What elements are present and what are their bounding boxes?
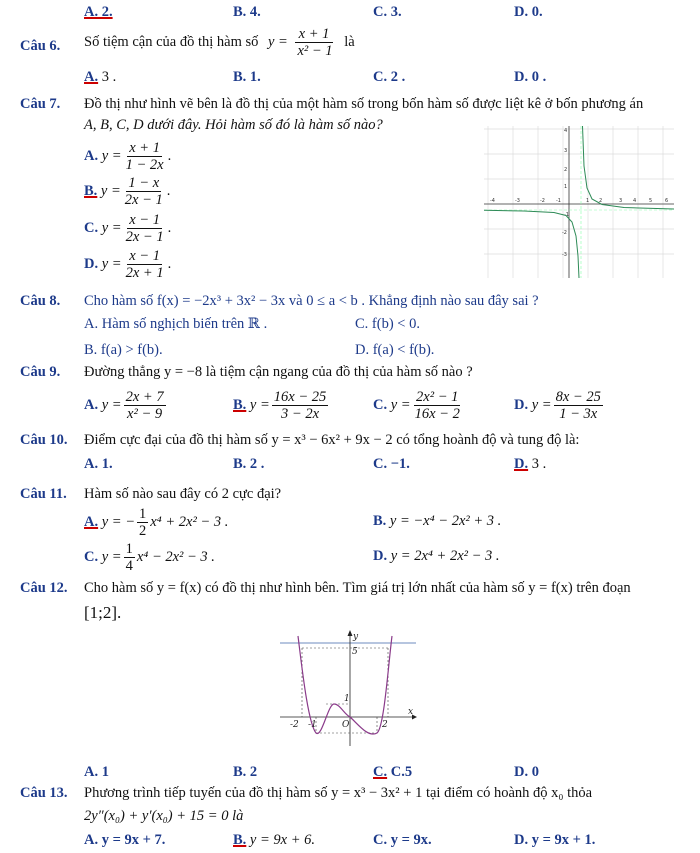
graph1-ytick: 3 <box>564 148 568 154</box>
q12-number: Câu 12. <box>20 580 68 596</box>
q12-text-line2: [1;2]. <box>84 603 122 622</box>
q13-option-c[interactable]: C. y = 9x. <box>373 832 432 848</box>
q8-option-c[interactable]: C. f(b) < 0. <box>355 316 420 332</box>
q13-number: Câu 13. <box>20 785 68 801</box>
q12-option-b[interactable]: B. 2 <box>233 764 258 780</box>
q11-text: Hàm số nào sau đây có 2 cực đại? <box>84 486 282 502</box>
q7-option-a[interactable]: A. y = $\frac{x + 1}{1 - 2x}$ . <box>84 140 172 173</box>
q7-graph <box>484 126 674 278</box>
q5-option-b[interactable]: B. 4. <box>233 4 261 20</box>
q13-text-line2: 2y″(x₀) + y′(x₀) + 15 = 0 là <box>84 808 244 824</box>
graph2-tick-neg1: -1 <box>308 720 317 730</box>
q11-option-d[interactable]: D. y = 2x⁴ + 2x² − 3 . <box>373 548 500 564</box>
graph1-xtick: 5 <box>649 198 653 204</box>
q13-option-b[interactable]: B. y = 9x + 6. <box>233 832 315 848</box>
graph1-ytick: -1 <box>564 212 569 218</box>
q11-option-b[interactable]: B. y = −x⁴ − 2x² + 3 . <box>373 513 502 529</box>
graph1-xtick: -4 <box>490 198 495 204</box>
q12-option-a[interactable]: A. 1 <box>84 764 109 780</box>
graph2-tick-2: 2 <box>382 720 388 730</box>
graph2-x-label: x <box>408 707 414 717</box>
q7-text-line1: Đồ thị như hình vẽ bên là đồ thị của một hàm số trong bốn hàm số được liệt kê ở bốn phương án <box>84 96 644 112</box>
q6-option-c[interactable]: C. 2 . <box>373 69 406 85</box>
q6-option-a[interactable]: A. 3 . <box>84 69 117 85</box>
graph1-xtick: 6 <box>665 198 669 204</box>
graph1-xtick: 3 <box>619 198 623 204</box>
q10-number: Câu 10. <box>20 432 68 448</box>
q10-option-d[interactable]: D. 3 . <box>514 456 547 472</box>
q7-number: Câu 7. <box>20 96 61 112</box>
q5-option-a[interactable]: A. 2. <box>84 4 113 20</box>
q13-text-line1: Phương trình tiếp tuyến của đồ thị hàm số y = x³ − 3x² + 1 tại điểm có hoành độ x₀ thỏa <box>84 785 593 801</box>
q11-option-a[interactable]: A. y = − $\frac{1}{2}$ x⁴ + 2x² − 3 . <box>84 506 229 539</box>
q10-option-c[interactable]: C. −1. <box>373 456 410 472</box>
q12-graph <box>278 628 418 748</box>
q7-option-d[interactable]: D. y = $\frac{x - 1}{2x + 1}$ . <box>84 248 172 281</box>
graph1-xtick: -2 <box>540 198 545 204</box>
graph1-ytick: 4 <box>564 128 568 134</box>
q6-option-b[interactable]: B. 1. <box>233 69 261 85</box>
q12-option-d[interactable]: D. 0 <box>514 764 539 780</box>
graph1-xtick: 1 <box>586 198 590 204</box>
q12-text-line1: Cho hàm số y = f(x) có đồ thị như hình bên. Tìm giá trị lớn nhất của hàm số y = f(x) trên đoạn <box>84 580 631 596</box>
q9-text: Đường thẳng y = −8 là tiệm cận ngang của đồ thị của hàm số nào ? <box>84 364 473 380</box>
q8-option-d[interactable]: D. f(a) < f(b). <box>355 342 435 358</box>
q6-option-d[interactable]: D. 0 . <box>514 69 547 85</box>
graph1-xtick: -3 <box>515 198 520 204</box>
q7-text-line2: A, B, C, D dưới đây. Hỏi hàm số đó là hàm số nào? <box>84 117 383 133</box>
q12-option-c[interactable]: C. C.5 <box>373 764 413 780</box>
q7-option-b[interactable]: B. y = $\frac{1 - x}{2x - 1}$ . <box>84 175 171 208</box>
graph1-ytick: 1 <box>564 184 568 190</box>
graph1-ytick: -2 <box>562 230 567 236</box>
graph2-tick-neg2: -2 <box>290 720 299 730</box>
q8-text: Cho hàm số f(x) = −2x³ + 3x² − 3x và 0 ≤ a < b . Khẳng định nào sau đây sai ? <box>84 293 539 309</box>
q9-option-c[interactable]: C. y = $\frac{\text{2x² − 1}}{16x - 2}$ <box>373 389 460 422</box>
q10-option-b[interactable]: B. 2 . <box>233 456 265 472</box>
graph2-tick-1: 1 <box>344 694 350 704</box>
q8-option-b[interactable]: B. f(a) > f(b). <box>84 342 163 358</box>
q6-number: Câu 6. <box>20 38 61 54</box>
graph1-xtick: -1 <box>556 198 561 204</box>
q6-text: Số tiệm cận của đồ thị hàm số y = $\frac{x + 1}{\text{x² − 1}}$ là <box>84 26 355 59</box>
graph1-ytick: 2 <box>564 167 568 173</box>
q9-number: Câu 9. <box>20 364 61 380</box>
q5-option-c[interactable]: C. 3. <box>373 4 402 20</box>
graph1-xtick: 4 <box>633 198 637 204</box>
q13-option-d[interactable]: D. y = 9x + 1. <box>514 832 596 848</box>
q9-option-b[interactable]: B. y = $\frac{16x - 25}{3 - 2x}$ <box>233 389 327 422</box>
q11-number: Câu 11. <box>20 486 67 502</box>
q8-option-a[interactable]: A. Hàm số nghịch biến trên ℝ . <box>84 316 268 332</box>
q11-option-c[interactable]: C. y = $\frac{1}{4}$ x⁴ − 2x² − 3 . <box>84 541 215 574</box>
graph2-y-label: y <box>353 632 359 642</box>
graph1-xtick: 2 <box>599 198 603 204</box>
graph1-ytick: -3 <box>562 252 567 258</box>
q8-number: Câu 8. <box>20 293 61 309</box>
graph2-tick-5: 5 <box>352 647 358 657</box>
q13-option-a[interactable]: A. y = 9x + 7. <box>84 832 166 848</box>
graph2-origin: O <box>342 720 350 730</box>
q10-text: Điểm cực đại của đồ thị hàm số y = x³ − 6x² + 9x − 2 có tổng hoành độ và tung độ là: <box>84 432 580 448</box>
q10-option-a[interactable]: A. 1. <box>84 456 113 472</box>
q9-option-d[interactable]: D. y = $\frac{8x - 25}{1 - 3x}$ <box>514 389 601 422</box>
q5-option-d[interactable]: D. 0. <box>514 4 543 20</box>
q7-option-c[interactable]: C. y = $\frac{x - 1}{2x - 1}$ . <box>84 212 172 245</box>
q9-option-a[interactable]: A. y = $\frac{2x + 7}{\text{x² − 9}}$ <box>84 389 164 422</box>
